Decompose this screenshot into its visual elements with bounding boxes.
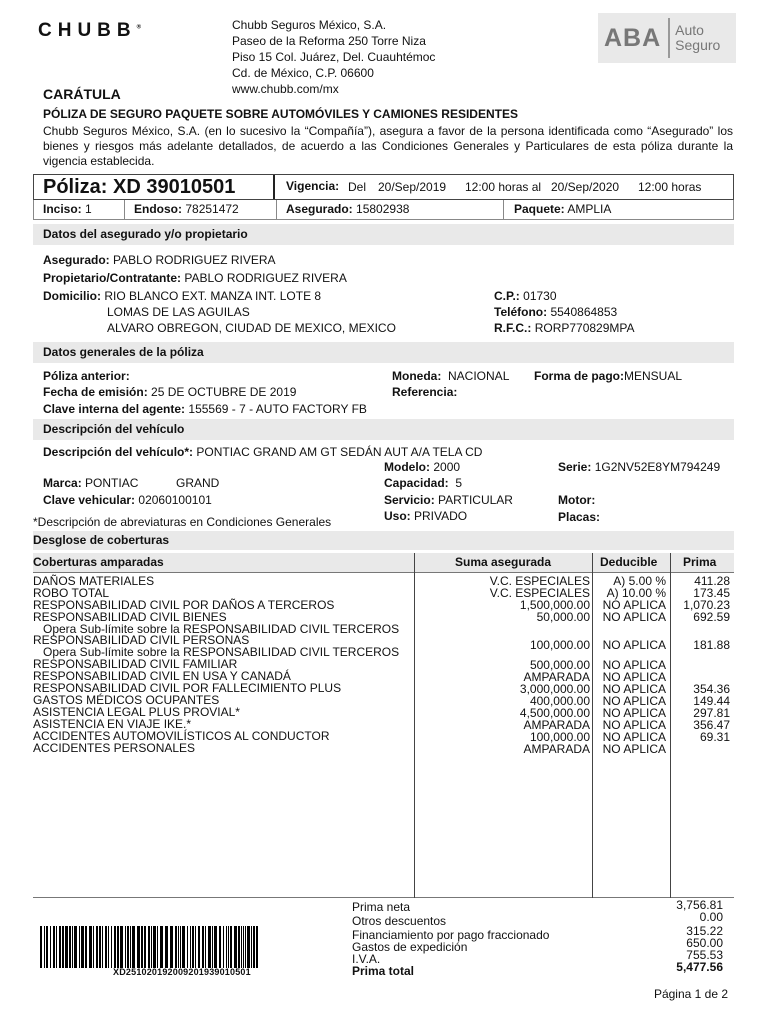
barcode-stripe bbox=[111, 926, 112, 968]
domicilio-line: Domicilio: RIO BLANCO EXT. MANZA INT. LOTE 8 bbox=[43, 289, 322, 303]
vigencia-end-time: 12:00 horas bbox=[638, 180, 702, 194]
policy-number-row bbox=[33, 174, 734, 200]
barcode-stripe bbox=[40, 926, 42, 968]
totals-labels bbox=[352, 901, 549, 977]
paquete-cell: Paquete: AMPLIA bbox=[514, 202, 612, 216]
coverage-section-header: Desglose de coberturas bbox=[33, 531, 734, 550]
submarca-value: GRAND bbox=[176, 476, 220, 490]
deductible-cell: NO APLICA bbox=[602, 694, 666, 708]
capacidad-line: Capacidad: 5 bbox=[384, 476, 463, 490]
barcode-stripe bbox=[241, 926, 242, 968]
table-row: GASTOS MÉDICOS OCUPANTES bbox=[33, 693, 220, 707]
company-line: Cd. de México, C.P. 06600 bbox=[232, 66, 374, 80]
table-row: RESPONSABILIDAD CIVIL POR FALLECIMIENTO PLUS bbox=[33, 681, 342, 695]
premium-column bbox=[683, 575, 730, 743]
aba-logo-divider bbox=[668, 18, 670, 58]
page-title: CARÁTULA bbox=[43, 86, 121, 102]
servicio-line: Servicio: PARTICULAR bbox=[384, 493, 513, 507]
barcode-stripe bbox=[137, 926, 140, 968]
barcode-stripe bbox=[99, 926, 101, 968]
vigencia-label: Vigencia: bbox=[286, 179, 340, 193]
aba-seguro-logo bbox=[598, 13, 736, 63]
barcode-stripe bbox=[175, 926, 177, 968]
header-deductible: Deducible bbox=[600, 555, 658, 569]
barcode-stripe bbox=[151, 926, 152, 968]
barcode-stripe bbox=[208, 926, 211, 968]
barcode-stripe bbox=[96, 926, 98, 968]
table-row: RESPONSABILIDAD CIVIL EN USA Y CANADÁ bbox=[33, 669, 291, 683]
barcode-stripe bbox=[178, 926, 179, 968]
barcode-stripe bbox=[219, 926, 221, 968]
table-row: RESPONSABILIDAD CIVIL FAMILIAR bbox=[33, 657, 238, 671]
motor-label: Motor: bbox=[558, 493, 596, 507]
barcode-stripe bbox=[53, 926, 55, 968]
coverage-table-header bbox=[33, 553, 734, 572]
table-row: RESPONSABILIDAD CIVIL POR DAÑOS A TERCEROS bbox=[33, 598, 335, 612]
coverage-names bbox=[33, 575, 399, 754]
barcode-stripe bbox=[120, 926, 123, 968]
barcode-stripe bbox=[59, 926, 61, 968]
table-row: Opera Sub-límite sobre la RESPONSABILIDAD CIVIL TERCEROS bbox=[43, 645, 400, 659]
sum-cell: AMPARADA bbox=[523, 670, 590, 684]
serie-line: Serie: 1G2NV52E8YM794249 bbox=[558, 460, 721, 474]
asegurado-line: Asegurado: PABLO RODRIGUEZ RIVERA bbox=[43, 253, 276, 267]
barcode-stripe bbox=[130, 926, 131, 968]
sum-cell: V.C. ESPECIALES bbox=[489, 574, 590, 588]
table-row: ASISTENCIA EN VIAJE IKE.* bbox=[33, 717, 192, 731]
barcode-number: XD25102019200920193901050​1 bbox=[113, 967, 251, 977]
vehicle-section-header: Descripción del vehículo bbox=[33, 419, 734, 440]
premium-cell: 411.28 bbox=[694, 574, 730, 588]
barcode-stripe bbox=[157, 926, 158, 968]
deductible-cell: NO APLICA bbox=[602, 730, 666, 744]
premium-cell: 173.45 bbox=[693, 586, 730, 600]
column-divider bbox=[414, 553, 415, 898]
financiamiento-label: Financiamiento por pago fraccionado bbox=[352, 928, 550, 942]
barcode-stripe bbox=[228, 926, 229, 968]
otros-descuentos-label: Otros descuentos bbox=[352, 914, 447, 928]
barcode-stripe bbox=[93, 926, 94, 968]
barcode-stripe bbox=[190, 926, 191, 968]
barcode-stripe bbox=[230, 926, 232, 968]
barcode-stripe bbox=[214, 926, 217, 968]
sum-cell: AMPARADA bbox=[523, 742, 590, 756]
table-row: ACCIDENTES AUTOMOVILÍSTICOS AL CONDUCTOR bbox=[33, 729, 330, 743]
table-row: Opera Sub-límite sobre la RESPONSABILIDAD CIVIL TERCEROS bbox=[43, 622, 400, 636]
barcode-stripe bbox=[148, 926, 150, 968]
deductible-cell: A) 5.00 % bbox=[613, 574, 666, 588]
barcode-stripe bbox=[170, 926, 173, 968]
gastos-expedicion-label: Gastos de expedición bbox=[352, 940, 468, 954]
premium-cell: 297.81 bbox=[693, 706, 730, 720]
barcode-stripe bbox=[153, 926, 156, 968]
moneda-line: Moneda: NACIONAL bbox=[392, 369, 510, 383]
deductible-cell: NO APLICA bbox=[602, 742, 666, 756]
premium-cell: 69.31 bbox=[699, 730, 730, 744]
barcode-stripe bbox=[105, 926, 107, 968]
deductible-cell: NO APLICA bbox=[602, 638, 666, 652]
sum-cell: 50,000.00 bbox=[536, 610, 590, 624]
fecha-emision-line: Fecha de emisión: 25 DE OCTUBRE DE 2019 bbox=[43, 385, 297, 399]
insured-section-header: Datos del asegurado y/o propietario bbox=[33, 224, 734, 245]
header-coverage-name: Coberturas amparadas bbox=[33, 555, 164, 569]
sum-cell: V.C. ESPECIALES bbox=[489, 586, 590, 600]
deductible-cell: NO APLICA bbox=[602, 598, 666, 612]
barcode-stripe bbox=[212, 926, 213, 968]
table-row: DAÑOS MATERIALES bbox=[33, 574, 155, 588]
sum-cell: 500,000.00 bbox=[529, 658, 590, 672]
deductible-column bbox=[603, 575, 666, 755]
barcode-stripe bbox=[187, 926, 188, 968]
iva-label: I.V.A. bbox=[352, 952, 381, 966]
deductible-cell: NO APLICA bbox=[602, 706, 666, 720]
barcode-stripe bbox=[192, 926, 194, 968]
deductible-cell: NO APLICA bbox=[602, 718, 666, 732]
barcode-stripe bbox=[79, 926, 80, 968]
company-line: Chubb Seguros México, S.A. bbox=[232, 18, 387, 32]
barcode-stripe bbox=[165, 926, 168, 968]
barcode-stripe bbox=[56, 926, 57, 968]
table-row: ROBO TOTAL bbox=[33, 586, 110, 600]
aba-logo-subtext: Auto Seguro bbox=[675, 22, 721, 53]
barcode-stripe bbox=[74, 926, 77, 968]
chubb-logo: CHUBB® bbox=[38, 20, 142, 41]
telefono-line: Teléfono: 5540864853 bbox=[494, 305, 618, 319]
table-row: RESPONSABILIDAD CIVIL BIENES bbox=[33, 610, 227, 624]
barcode-stripe bbox=[117, 926, 119, 968]
policy-details-row bbox=[33, 200, 734, 220]
barcode-stripe bbox=[202, 926, 204, 968]
header-premium: Prima bbox=[683, 555, 717, 569]
inciso-cell: Inciso: 1 bbox=[34, 200, 125, 219]
barcode-stripe bbox=[144, 926, 146, 968]
barcode-stripe bbox=[89, 926, 92, 968]
cp-line: C.P.: 01730 bbox=[494, 289, 557, 303]
barcode-stripe bbox=[180, 926, 181, 968]
barcode-stripe bbox=[125, 926, 126, 968]
otros-descuentos-value: 0.00 bbox=[699, 910, 723, 924]
company-website: www.chubb.com/mx bbox=[232, 82, 339, 96]
barcode-stripe bbox=[234, 926, 237, 968]
placas-label: Placas: bbox=[558, 510, 601, 524]
column-divider bbox=[670, 553, 671, 898]
domicilio-line-3: ALVARO OBREGON, CIUDAD DE MEXICO, MEXICO bbox=[107, 321, 396, 335]
barcode-stripe bbox=[223, 926, 224, 968]
barcode-stripe bbox=[243, 926, 244, 968]
column-divider bbox=[592, 553, 593, 898]
sum-insured-column bbox=[490, 575, 590, 755]
barcode-stripe bbox=[253, 926, 255, 968]
endoso-cell: Endoso: 78251472 bbox=[125, 200, 277, 219]
totals-values bbox=[676, 899, 723, 973]
prima-total-value: 5,477.56 bbox=[676, 960, 723, 974]
aba-logo-text: ABA bbox=[604, 23, 662, 52]
sum-cell: 100,000.00 bbox=[529, 638, 590, 652]
company-line: Piso 15 Col. Juárez, Del. Cuauhtémoc bbox=[232, 50, 436, 64]
sum-cell: 100,000.00 bbox=[529, 730, 590, 744]
premium-cell: 1,070.23 bbox=[683, 598, 730, 612]
premium-cell: 149.44 bbox=[693, 694, 730, 708]
gastos-expedicion-value: 650.00 bbox=[686, 936, 723, 950]
referencia-label: Referencia: bbox=[392, 385, 458, 399]
barcode-stripe bbox=[198, 926, 200, 968]
deductible-cell: NO APLICA bbox=[602, 658, 666, 672]
barcode-stripe bbox=[114, 926, 116, 968]
barcode-stripe bbox=[72, 926, 73, 968]
barcode-stripe bbox=[46, 926, 48, 968]
barcode-stripe bbox=[141, 926, 143, 968]
table-row: ACCIDENTES PERSONALES bbox=[33, 741, 196, 755]
clave-agente-line: Clave interna del agente: 155569 - 7 - AUTO FACTORY FB bbox=[43, 402, 367, 416]
vigencia-start-time: 12:00 horas al bbox=[465, 180, 542, 194]
sum-cell: 1,500,000.00 bbox=[519, 598, 590, 612]
barcode-stripe bbox=[256, 926, 258, 968]
clave-vehicular-line: Clave vehicular: 02060100101 bbox=[43, 493, 212, 507]
barcode-stripe bbox=[69, 926, 71, 968]
intro-paragraph: Chubb Seguros México, S.A. (en lo sucesivo la “Compañía”), asegura a favor de la persona identificada como “Asegurado” los bienes y riesgos más adelante detallados, de acuerdo a las Condiciones Generales y Particulares de esta póliza durante la vigencia establecida. bbox=[43, 124, 733, 168]
rfc-line: R.F.C.: RORP770829MPA bbox=[494, 321, 635, 335]
premium-cell: 354.36 bbox=[693, 682, 730, 696]
vigencia-del: Del bbox=[348, 180, 367, 194]
prima-neta-label: Prima neta bbox=[352, 900, 411, 914]
policy-type-title: PÓLIZA DE SEGURO PAQUETE SOBRE AUTOMÓVILES Y CAMIONES RESIDENTES bbox=[43, 107, 518, 121]
barcode-stripe bbox=[160, 926, 163, 968]
barcode-stripe bbox=[247, 926, 250, 968]
barcode-stripe bbox=[195, 926, 196, 968]
modelo-line: Modelo: 2000 bbox=[384, 460, 461, 474]
prima-neta-value: 3,756.81 bbox=[676, 898, 723, 912]
barcode-stripe bbox=[205, 926, 206, 968]
header-sum-insured: Suma asegurada bbox=[455, 555, 552, 569]
page-number: Página 1 de 2 bbox=[653, 987, 728, 1001]
premium-cell: 692.59 bbox=[693, 610, 730, 624]
table-row: RESPONSABILIDAD CIVIL PERSONAS bbox=[33, 633, 250, 647]
company-address bbox=[232, 17, 435, 97]
premium-cell: 356.47 bbox=[693, 718, 730, 732]
domicilio-line-2: LOMAS DE LAS AGUILAS bbox=[107, 305, 250, 319]
barcode-stripe bbox=[50, 926, 51, 968]
sum-cell: AMPARADA bbox=[523, 718, 590, 732]
poliza-anterior-label: Póliza anterior: bbox=[43, 369, 130, 383]
barcode-stripe bbox=[245, 926, 246, 968]
general-section-header: Datos generales de la póliza bbox=[33, 342, 734, 363]
vigencia-end-date: 20/Sep/2020 bbox=[551, 180, 620, 194]
financiamiento-value: 315.22 bbox=[686, 924, 723, 938]
barcode-stripe bbox=[251, 926, 252, 968]
premium-cell: 181.88 bbox=[693, 638, 730, 652]
barcode-stripe bbox=[238, 926, 240, 968]
barcode bbox=[40, 926, 262, 968]
asegurado-id-cell: Asegurado: 15802938 bbox=[277, 200, 504, 219]
policy-number: Póliza: XD 39010501 bbox=[34, 175, 275, 199]
propietario-line: Propietario/Contratante: PABLO RODRIGUEZ RIVERA bbox=[43, 271, 347, 285]
barcode-stripe bbox=[132, 926, 135, 968]
deductible-cell: NO APLICA bbox=[602, 670, 666, 684]
marca-line: Marca: PONTIAC bbox=[43, 476, 139, 490]
uso-line: Uso: PRIVADO bbox=[384, 509, 468, 523]
deductible-cell: NO APLICA bbox=[602, 682, 666, 696]
sum-cell: 3,000,000.00 bbox=[519, 682, 590, 696]
forma-pago-line: Forma de pago:MENSUAL bbox=[534, 369, 683, 383]
barcode-stripe bbox=[85, 926, 87, 968]
table-row: ASISTENCIA LEGAL PLUS PROVIAL* bbox=[33, 705, 240, 719]
prima-total-label: Prima total bbox=[352, 964, 415, 978]
sum-cell: 4,500,000.00 bbox=[519, 706, 590, 720]
abbreviation-footnote: *Descripción de abreviaturas en Condiciones Generales bbox=[33, 515, 332, 529]
barcode-stripe bbox=[102, 926, 103, 968]
sum-cell: 400,000.00 bbox=[529, 694, 590, 708]
barcode-stripe bbox=[65, 926, 68, 968]
vigencia-start-date: 20/Sep/2019 bbox=[378, 180, 447, 194]
barcode-stripe bbox=[226, 926, 227, 968]
iva-value: 755.53 bbox=[686, 948, 723, 962]
company-line: Paseo de la Reforma 250 Torre Niza bbox=[232, 34, 426, 48]
barcode-stripe bbox=[108, 926, 109, 968]
vehicle-description-line: Descripción del vehículo*: PONTIAC GRAND AM GT SEDÁN AUT A/A TELA CD bbox=[43, 445, 483, 459]
deductible-cell: A) 10.00 % bbox=[606, 586, 666, 600]
barcode-stripe bbox=[44, 926, 45, 968]
deductible-cell: NO APLICA bbox=[602, 610, 666, 624]
barcode-stripe bbox=[62, 926, 64, 968]
barcode-stripe bbox=[127, 926, 129, 968]
barcode-stripe bbox=[81, 926, 84, 968]
barcode-stripe bbox=[182, 926, 185, 968]
